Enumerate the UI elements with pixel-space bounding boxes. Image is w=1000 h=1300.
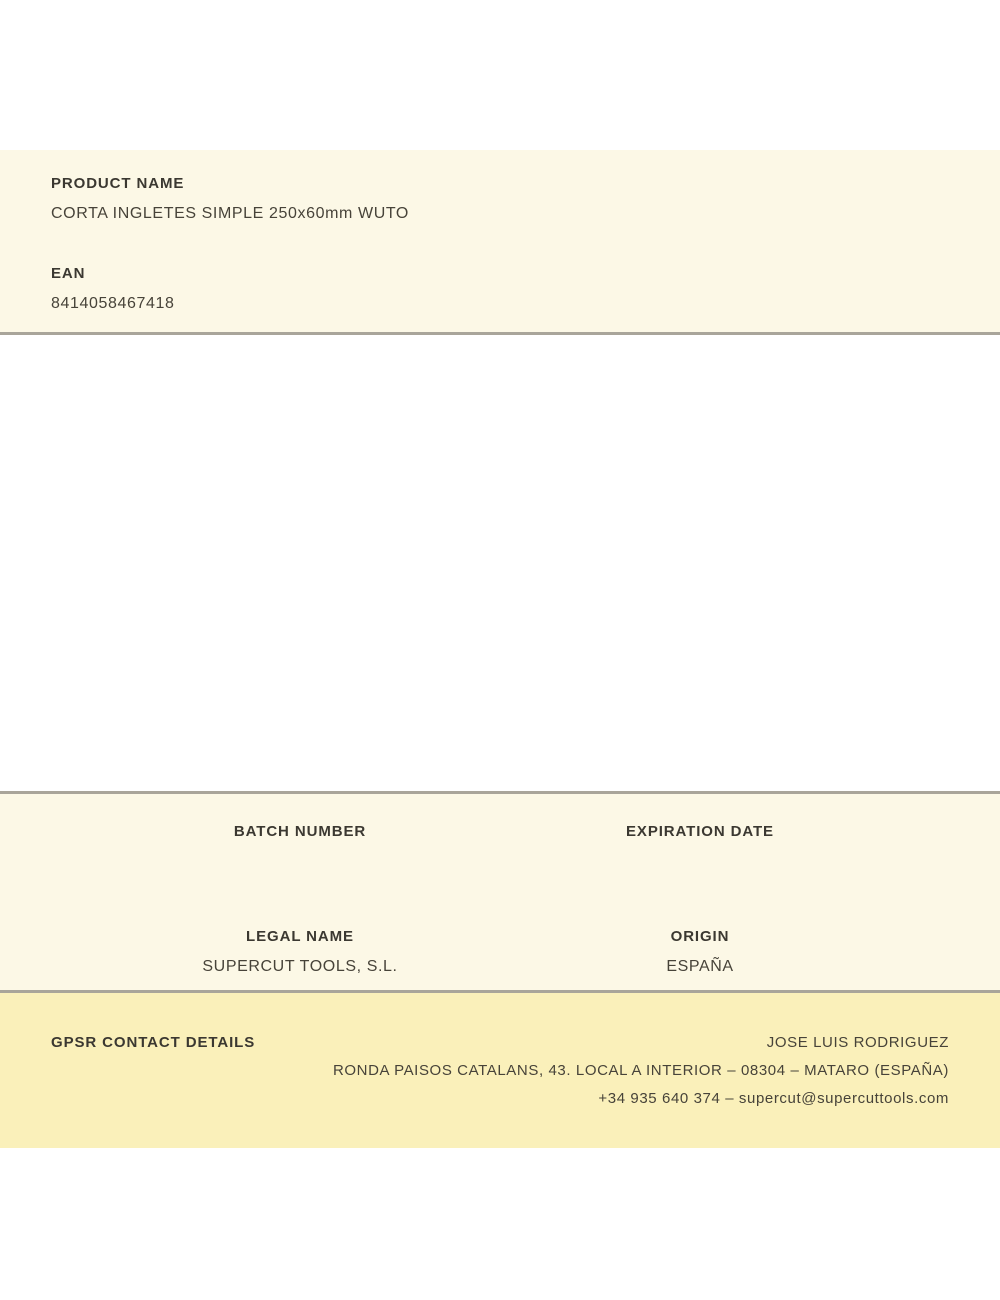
- gpsr-contact-details-label: GPSR CONTACT DETAILS: [51, 1034, 256, 1051]
- expiration-date-label: EXPIRATION DATE: [626, 823, 774, 840]
- gpsr-contact-section: [0, 993, 1000, 1148]
- gpsr-contact-block: [333, 1029, 949, 1113]
- origin-cell: [500, 929, 900, 975]
- contact-address: RONDA PAISOS CATALANS, 43. LOCAL A INTERIOR – 08304 – MATARO (ESPAÑA): [332, 1062, 949, 1079]
- details-row-legal-origin: [100, 929, 900, 975]
- product-name-value: CORTA INGLETES SIMPLE 250x60mm WUTO: [51, 205, 409, 222]
- batch-number-cell: [100, 824, 500, 853]
- legal-name-cell: [100, 929, 500, 975]
- legal-name-value: SUPERCUT TOOLS, S.L.: [202, 958, 398, 975]
- origin-value: ESPAÑA: [666, 958, 734, 975]
- ean-label: EAN: [51, 265, 86, 282]
- contact-phone-email: +34 935 640 374 – supercut@supercuttools.com: [598, 1090, 949, 1107]
- origin-label: ORIGIN: [670, 928, 730, 945]
- expiration-date-cell: [500, 824, 900, 853]
- ean-value: 8414058467418: [51, 295, 175, 312]
- product-details-section: [0, 791, 1000, 993]
- product-info-section: [0, 150, 1000, 335]
- product-name-label: PRODUCT NAME: [51, 175, 185, 192]
- batch-number-label: BATCH NUMBER: [233, 823, 367, 840]
- contact-name: JOSE LUIS RODRIGUEZ: [766, 1034, 949, 1051]
- details-row-batch-expiration: [100, 824, 900, 853]
- legal-name-label: LEGAL NAME: [246, 928, 354, 945]
